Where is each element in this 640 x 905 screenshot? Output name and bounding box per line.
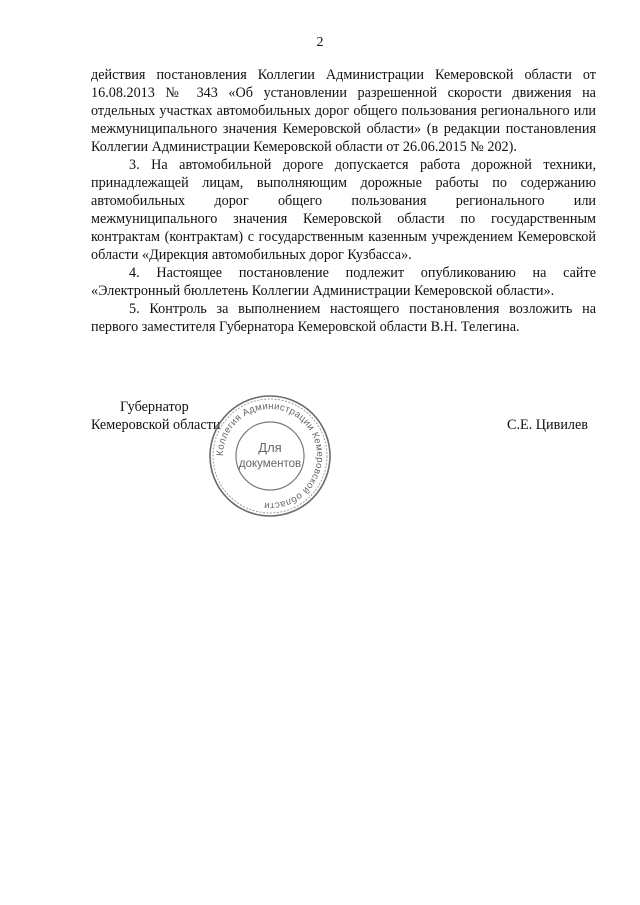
stamp-seal-icon (207, 393, 333, 519)
signer-title: Губернатор (120, 399, 189, 415)
stamp-inner-ring (213, 399, 327, 513)
page-number: 2 (316, 35, 324, 50)
paragraph-item-3: 3. На автомобильной дороге допускается работа дорожной техники, принадлежащей лицам, выполняющим дорожные работы по содержанию автомобильных дорог общего пользования регионального или межмуниципального значения Кемеровской области по государственным контрактам (контрактам) с государственным казенным учреждением Кемеровской области «Дирекция автомобильных дорог Кузбасса». (91, 157, 596, 263)
document-body (91, 66, 596, 336)
stamp-outer-ring (210, 396, 330, 516)
stamp-center-line-2: документов (238, 458, 302, 470)
stamp-ring-text: Коллегия Администрации Кемеровской области (214, 400, 326, 512)
stamp-center-line-1: Для (258, 440, 282, 455)
signer-region: Кемеровской области (91, 417, 221, 433)
stamp-center-ring (236, 422, 304, 490)
signature-block (91, 398, 596, 528)
official-stamp (207, 393, 333, 519)
paragraph-continuation: действия постановления Коллегии Администрации Кемеровской области от 16.08.2013 № 343 «Об установлении разрешенной скорости движения на отдельных участках автомобильных дорог общего пользования регионального или межмуниципального значения Кемеровской области» (в редакции постановления Коллегии Администрации Кемеровской области от 26.06.2015 № 202). (91, 67, 596, 155)
paragraph-item-5: 5. Контроль за выполнением настоящего постановления возложить на первого заместителя Губернатора Кемеровской области В.Н. Телегина. (91, 301, 596, 335)
signer-name: С.Е. Цивилев (507, 417, 588, 433)
paragraph-item-4: 4. Настоящее постановление подлежит опубликованию на сайте «Электронный бюллетень Коллегии Администрации Кемеровской области». (91, 265, 596, 299)
